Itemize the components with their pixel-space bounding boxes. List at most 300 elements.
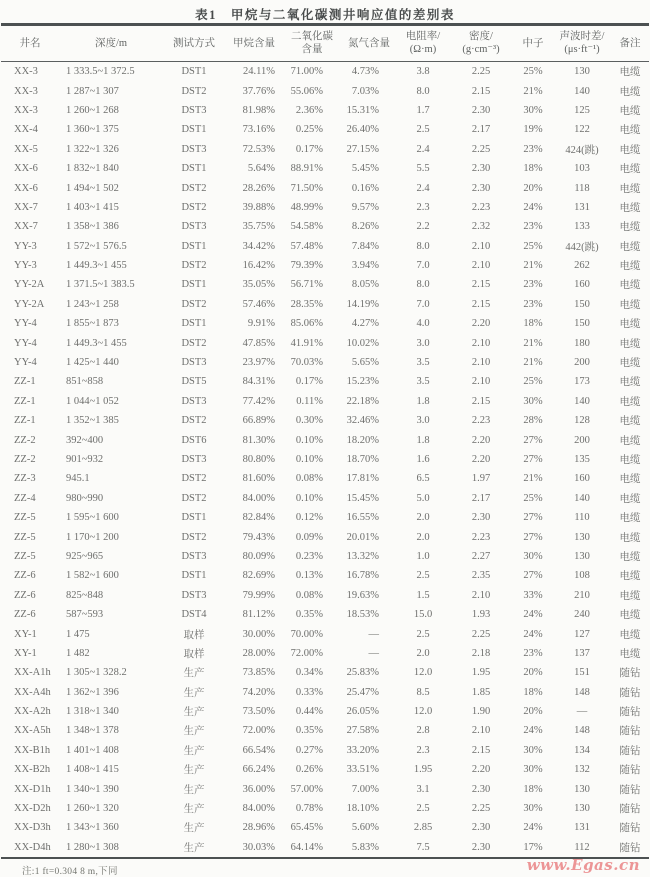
cell-den: 2.32: [471, 221, 491, 233]
cell-den: 2.10: [471, 240, 491, 252]
cell-res: 3.5: [416, 376, 430, 388]
cell-ch4: 35.75%: [242, 221, 275, 233]
cell-ch4: 80.80%: [242, 454, 275, 465]
cell-ac: 137: [574, 647, 590, 659]
cell-neu: 30%: [523, 395, 543, 407]
cell-den: 2.17: [471, 124, 491, 136]
table-row: [1, 683, 649, 702]
cell-depth: 1 572~1 576.5: [66, 240, 127, 252]
cell-neu: 25%: [523, 376, 543, 388]
cell-n2: 26.40%: [346, 124, 379, 136]
cell-well: XX-A2h: [14, 706, 51, 718]
cell-remark: 电缆: [619, 280, 641, 292]
cell-res: 2.8: [416, 725, 430, 737]
cell-depth: 1 044~1 052: [66, 395, 119, 407]
cell-co2: 88.91%: [290, 163, 323, 175]
cell-well: XX-3: [14, 66, 38, 78]
cell-neu: 18%: [523, 318, 543, 330]
cell-n2: 10.02%: [346, 337, 379, 349]
cell-n2: 5.83%: [351, 841, 379, 853]
table-row: [1, 430, 649, 449]
cell-n2: 16.55%: [346, 512, 379, 524]
table-row: [1, 237, 649, 256]
cell-ch4: 28.00%: [242, 647, 275, 659]
cell-ac: 442(跳): [565, 241, 599, 253]
watermark: www.Egas.cn: [526, 856, 640, 874]
cell-co2: 79.39%: [290, 260, 323, 272]
cell-depth: 925~965: [66, 550, 104, 562]
cell-method: DST2: [181, 492, 207, 504]
cell-ac: 103: [574, 163, 590, 175]
cell-remark: 电缆: [619, 629, 641, 641]
cell-remark: 电缆: [619, 493, 641, 505]
cell-ac: 180: [574, 337, 590, 349]
cell-n2: 20.01%: [346, 531, 379, 543]
cell-co2: 0.34%: [295, 667, 323, 679]
cell-remark: 电缆: [619, 338, 641, 350]
cell-n2: 15.31%: [346, 104, 379, 116]
cell-res: 2.4: [416, 143, 430, 155]
cell-ac: 131: [574, 201, 590, 213]
cell-res: 3.8: [416, 66, 430, 78]
cell-ac: 135: [574, 454, 590, 465]
cell-ch4: 28.26%: [242, 182, 275, 194]
cell-n2: 25.47%: [346, 686, 379, 698]
cell-neu: 27%: [523, 454, 543, 465]
cell-remark: 随钻: [619, 823, 641, 835]
cell-remark: 电缆: [619, 610, 641, 622]
cell-n2: 7.84%: [351, 240, 379, 252]
cell-res: 2.0: [416, 647, 430, 659]
cell-neu: 21%: [523, 85, 543, 97]
cell-ac: 128: [574, 415, 590, 427]
cell-res: 8.0: [416, 240, 430, 252]
cell-neu: 23%: [523, 143, 543, 155]
cell-res: 8.0: [416, 85, 430, 97]
cell-den: 1.97: [471, 473, 491, 485]
cell-ac: 140: [574, 85, 590, 97]
cell-remark: 随钻: [619, 745, 641, 757]
cell-neu: 21%: [523, 337, 543, 349]
cell-co2: 56.71%: [290, 279, 323, 291]
cell-well: XX-D3h: [14, 822, 51, 834]
cell-well: YY-3: [14, 260, 37, 272]
cell-res: 7.5: [416, 841, 430, 853]
cell-den: 2.10: [471, 376, 491, 388]
cell-remark: 电缆: [619, 164, 641, 176]
cell-ch4: 47.85%: [242, 337, 275, 349]
cell-ac: 122: [574, 124, 590, 136]
cell-n2: 32.46%: [346, 415, 379, 427]
cell-ac: 110: [574, 512, 590, 524]
cell-method: DST3: [181, 550, 207, 562]
cell-den: 2.20: [471, 318, 491, 330]
cell-depth: 825~848: [66, 589, 104, 601]
table-row: [1, 586, 649, 605]
cell-remark: 电缆: [619, 183, 641, 195]
cell-co2: 0.17%: [295, 376, 323, 388]
logging-response-table: [1, 23, 649, 859]
cell-depth: 1 322~1 326: [66, 143, 119, 155]
cell-n2: 5.60%: [351, 822, 379, 834]
cell-method: DST2: [181, 201, 207, 213]
table-body: [1, 62, 649, 859]
cell-co2: 0.27%: [295, 744, 323, 756]
cell-res: 2.3: [416, 201, 430, 213]
cell-method: 生产: [183, 823, 205, 835]
cell-method: 生产: [183, 726, 205, 738]
cell-res: 5.0: [416, 492, 430, 504]
cell-method: DST4: [181, 609, 207, 621]
cell-res: 2.5: [416, 124, 430, 136]
table-row: [1, 450, 649, 469]
cell-neu: 23%: [523, 221, 543, 233]
cell-res: 2.0: [416, 531, 430, 543]
cell-well: XX-A5h: [14, 725, 51, 737]
table-row: [1, 62, 649, 82]
cell-neu: 23%: [523, 647, 543, 659]
cell-method: DST1: [181, 279, 207, 291]
cell-ac: 140: [574, 492, 590, 504]
cell-remark: 电缆: [619, 532, 641, 544]
cell-depth: 1 401~1 408: [66, 744, 119, 756]
cell-n2: 26.05%: [346, 706, 379, 718]
cell-well: ZZ-5: [14, 550, 36, 562]
cell-neu: 24%: [523, 201, 543, 213]
cell-neu: 23%: [523, 298, 543, 310]
cell-depth: 1 260~1 268: [66, 104, 119, 116]
cell-den: 2.15: [471, 279, 491, 291]
cell-ch4: 72.53%: [242, 143, 275, 155]
table-row: [1, 644, 649, 663]
cell-res: 1.8: [416, 434, 430, 446]
cell-ch4: 37.76%: [242, 85, 275, 97]
cell-depth: 1 371.5~1 383.5: [66, 279, 135, 291]
cell-res: 1.6: [416, 454, 430, 465]
table-row: [1, 469, 649, 488]
table-row: [1, 120, 649, 139]
cell-method: DST2: [181, 337, 207, 349]
cell-method: DST3: [181, 395, 207, 407]
cell-n2: 16.78%: [346, 570, 379, 582]
column-header-res: 电阻率/ (Ω·m): [405, 31, 441, 55]
cell-well: ZZ-1: [14, 376, 36, 388]
cell-method: DST3: [181, 454, 207, 465]
cell-co2: 0.25%: [295, 124, 323, 136]
cell-remark: 电缆: [619, 67, 641, 79]
cell-remark: 电缆: [619, 416, 641, 428]
cell-neu: 21%: [523, 357, 543, 369]
cell-depth: 851~858: [66, 376, 104, 388]
footnote: 注:1 ft=0.304 8 m,下同: [22, 867, 118, 877]
cell-well: XY-1: [14, 628, 37, 640]
cell-neu: 28%: [523, 415, 543, 427]
cell-remark: 电缆: [619, 435, 641, 447]
cell-method: 生产: [183, 765, 205, 777]
cell-well: XX-6: [14, 182, 38, 194]
cell-den: 2.15: [471, 395, 491, 407]
cell-method: 生产: [183, 687, 205, 699]
cell-method: DST1: [181, 570, 207, 582]
cell-co2: 70.03%: [290, 357, 323, 369]
cell-ac: —: [576, 706, 588, 718]
cell-neu: 27%: [523, 434, 543, 446]
cell-den: 2.23: [471, 531, 491, 543]
cell-well: ZZ-6: [14, 589, 36, 601]
cell-depth: 1 595~1 600: [66, 512, 119, 524]
cell-neu: 24%: [523, 725, 543, 737]
cell-ch4: 82.84%: [242, 512, 275, 524]
cell-depth: 1 425~1 440: [66, 357, 119, 369]
cell-neu: 30%: [523, 803, 543, 815]
cell-well: ZZ-1: [14, 415, 36, 427]
cell-co2: 0.10%: [295, 492, 323, 504]
cell-ac: 150: [574, 298, 590, 310]
cell-den: 2.10: [471, 725, 491, 737]
cell-co2: 71.50%: [290, 182, 323, 194]
cell-depth: 1 403~1 415: [66, 201, 119, 213]
cell-ch4: 84.00%: [242, 803, 275, 815]
cell-depth: 1 475: [66, 628, 90, 640]
cell-ac: 210: [574, 589, 590, 601]
cell-method: DST3: [181, 104, 207, 116]
header-row: [1, 25, 649, 62]
cell-n2: 22.18%: [346, 395, 379, 407]
cell-n2: 17.81%: [346, 473, 379, 485]
cell-ch4: 84.31%: [242, 376, 275, 388]
cell-ch4: 30.03%: [242, 841, 275, 853]
table-row: [1, 799, 649, 818]
cell-co2: 85.06%: [290, 318, 323, 330]
cell-den: 2.30: [471, 512, 491, 524]
cell-method: DST1: [181, 124, 207, 136]
cell-co2: 48.99%: [290, 201, 323, 213]
cell-ch4: 81.98%: [242, 104, 275, 116]
cell-den: 2.15: [471, 298, 491, 310]
cell-remark: 随钻: [619, 707, 641, 719]
cell-ch4: 66.54%: [242, 744, 275, 756]
cell-n2: —: [368, 647, 379, 659]
cell-co2: 71.00%: [290, 66, 323, 78]
cell-den: 2.23: [471, 415, 491, 427]
cell-n2: 8.05%: [351, 279, 379, 291]
cell-den: 2.25: [471, 803, 491, 815]
cell-method: DST2: [181, 531, 207, 543]
cell-well: ZZ-2: [14, 434, 36, 446]
cell-method: 生产: [183, 707, 205, 719]
cell-co2: 0.10%: [295, 454, 323, 465]
cell-ch4: 84.00%: [242, 492, 275, 504]
cell-neu: 30%: [523, 744, 543, 756]
cell-depth: 1 348~1 378: [66, 725, 119, 737]
cell-ac: 133: [574, 221, 590, 233]
cell-well: ZZ-6: [14, 570, 36, 582]
cell-co2: 2.36%: [295, 104, 323, 116]
cell-ch4: 5.64%: [247, 163, 275, 175]
cell-ac: 108: [574, 570, 590, 582]
cell-depth: 1 340~1 390: [66, 783, 119, 795]
cell-den: 2.27: [471, 550, 491, 562]
cell-n2: 0.16%: [351, 182, 379, 194]
cell-method: DST5: [181, 376, 207, 388]
cell-ac: 134: [574, 744, 590, 756]
cell-remark: 电缆: [619, 513, 641, 525]
cell-ch4: 66.89%: [242, 415, 275, 427]
table-row: [1, 838, 649, 858]
cell-depth: 901~932: [66, 454, 104, 465]
table-row: [1, 178, 649, 197]
cell-den: 2.30: [471, 182, 491, 194]
cell-ch4: 81.60%: [242, 473, 275, 485]
column-header-den: 密度/ (g·cm⁻³): [462, 31, 500, 55]
cell-depth: 1 243~1 258: [66, 298, 119, 310]
cell-n2: 27.15%: [346, 143, 379, 155]
cell-n2: 15.23%: [346, 376, 379, 388]
cell-depth: 1 352~1 385: [66, 415, 119, 427]
table-row: [1, 140, 649, 159]
cell-remark: 电缆: [619, 648, 641, 660]
cell-well: XX-A1h: [14, 667, 51, 679]
cell-remark: 随钻: [619, 842, 641, 854]
cell-n2: 3.94%: [351, 260, 379, 272]
cell-ac: 200: [574, 357, 590, 369]
cell-neu: 20%: [523, 706, 543, 718]
cell-n2: 15.45%: [346, 492, 379, 504]
table-row: [1, 198, 649, 217]
table-row: [1, 81, 649, 100]
cell-remark: 电缆: [619, 319, 641, 331]
cell-ac: 240: [574, 609, 590, 621]
cell-neu: 20%: [523, 667, 543, 679]
cell-co2: 57.00%: [290, 783, 323, 795]
cell-remark: 电缆: [619, 590, 641, 602]
cell-depth: 1 360~1 375: [66, 124, 119, 136]
cell-well: ZZ-5: [14, 531, 36, 543]
cell-depth: 587~593: [66, 609, 104, 621]
table-row: [1, 779, 649, 798]
cell-depth: 1 408~1 415: [66, 764, 119, 776]
cell-den: 1.85: [471, 686, 491, 698]
cell-res: 3.0: [416, 337, 430, 349]
cell-well: XX-D4h: [14, 841, 51, 853]
cell-ch4: 16.42%: [242, 260, 275, 272]
cell-n2: 13.32%: [346, 550, 379, 562]
cell-method: DST1: [181, 240, 207, 252]
cell-n2: 5.45%: [351, 163, 379, 175]
cell-depth: 980~990: [66, 492, 104, 504]
cell-ac: 160: [574, 473, 590, 485]
cell-res: 2.2: [416, 221, 430, 233]
cell-well: XX-7: [14, 221, 38, 233]
table-title: 表1 甲烷与二氧化碳测井响应值的差别表: [195, 8, 455, 22]
cell-ac: 112: [574, 841, 590, 853]
cell-depth: 1 494~1 502: [66, 182, 119, 194]
cell-depth: 1 362~1 396: [66, 686, 119, 698]
cell-neu: 21%: [523, 260, 543, 272]
table-row: [1, 295, 649, 314]
cell-den: 1.95: [471, 667, 491, 679]
cell-depth: 1 170~1 200: [66, 531, 119, 543]
cell-res: 2.3: [416, 744, 430, 756]
cell-well: ZZ-4: [14, 492, 36, 504]
cell-remark: 电缆: [619, 202, 641, 214]
cell-method: DST1: [181, 318, 207, 330]
cell-depth: 392~400: [66, 434, 104, 446]
cell-well: XX-6: [14, 163, 38, 175]
cell-remark: 电缆: [619, 396, 641, 408]
cell-ch4: 73.50%: [242, 706, 275, 718]
cell-ch4: 72.00%: [242, 725, 275, 737]
cell-co2: 57.48%: [290, 240, 323, 252]
column-header-well: 井名: [19, 37, 41, 49]
cell-well: YY-4: [14, 357, 37, 369]
cell-method: DST1: [181, 512, 207, 524]
cell-ac: 200: [574, 434, 590, 446]
cell-neu: 21%: [523, 473, 543, 485]
cell-res: 5.5: [416, 163, 430, 175]
cell-n2: 8.26%: [351, 221, 379, 233]
cell-remark: 电缆: [619, 358, 641, 370]
table-row: [1, 372, 649, 391]
table-row: [1, 818, 649, 837]
cell-well: XX-B2h: [14, 764, 51, 776]
cell-remark: 电缆: [619, 144, 641, 156]
cell-co2: 0.26%: [295, 764, 323, 776]
cell-n2: 4.27%: [351, 318, 379, 330]
table-row: [1, 101, 649, 120]
cell-den: 2.10: [471, 260, 491, 272]
cell-co2: 0.78%: [295, 803, 323, 815]
cell-den: 2.17: [471, 492, 491, 504]
cell-method: DST3: [181, 357, 207, 369]
cell-method: 取样: [183, 629, 205, 641]
cell-remark: 电缆: [619, 105, 641, 117]
cell-method: DST2: [181, 415, 207, 427]
cell-co2: 0.17%: [295, 143, 323, 155]
cell-co2: 0.08%: [295, 589, 323, 601]
cell-den: 2.15: [471, 85, 491, 97]
cell-remark: 随钻: [619, 687, 641, 699]
cell-ch4: 81.30%: [242, 434, 275, 446]
cell-depth: 1 449.3~1 455: [66, 260, 127, 272]
table-row: [1, 489, 649, 508]
cell-ac: 130: [574, 783, 590, 795]
cell-remark: 电缆: [619, 571, 641, 583]
cell-well: XX-D2h: [14, 803, 51, 815]
cell-den: 2.30: [471, 104, 491, 116]
cell-neu: 24%: [523, 628, 543, 640]
cell-n2: 7.00%: [351, 783, 379, 795]
column-header-depth: 深度/m: [94, 37, 128, 49]
cell-res: 6.5: [416, 473, 430, 485]
table-row: [1, 702, 649, 721]
cell-remark: 随钻: [619, 784, 641, 796]
cell-neu: 18%: [523, 686, 543, 698]
table-row: [1, 314, 649, 333]
cell-ac: 148: [574, 686, 590, 698]
cell-depth: 1 449.3~1 455: [66, 337, 127, 349]
cell-res: 7.0: [416, 260, 430, 272]
cell-den: 2.10: [471, 357, 491, 369]
cell-co2: 72.00%: [290, 647, 323, 659]
cell-well: XX-5: [14, 143, 38, 155]
cell-ac: 262: [574, 260, 590, 272]
cell-n2: 7.03%: [351, 85, 379, 97]
cell-method: DST1: [181, 66, 207, 78]
cell-co2: 0.08%: [295, 473, 323, 485]
cell-co2: 0.23%: [295, 550, 323, 562]
cell-method: 取样: [183, 648, 205, 660]
